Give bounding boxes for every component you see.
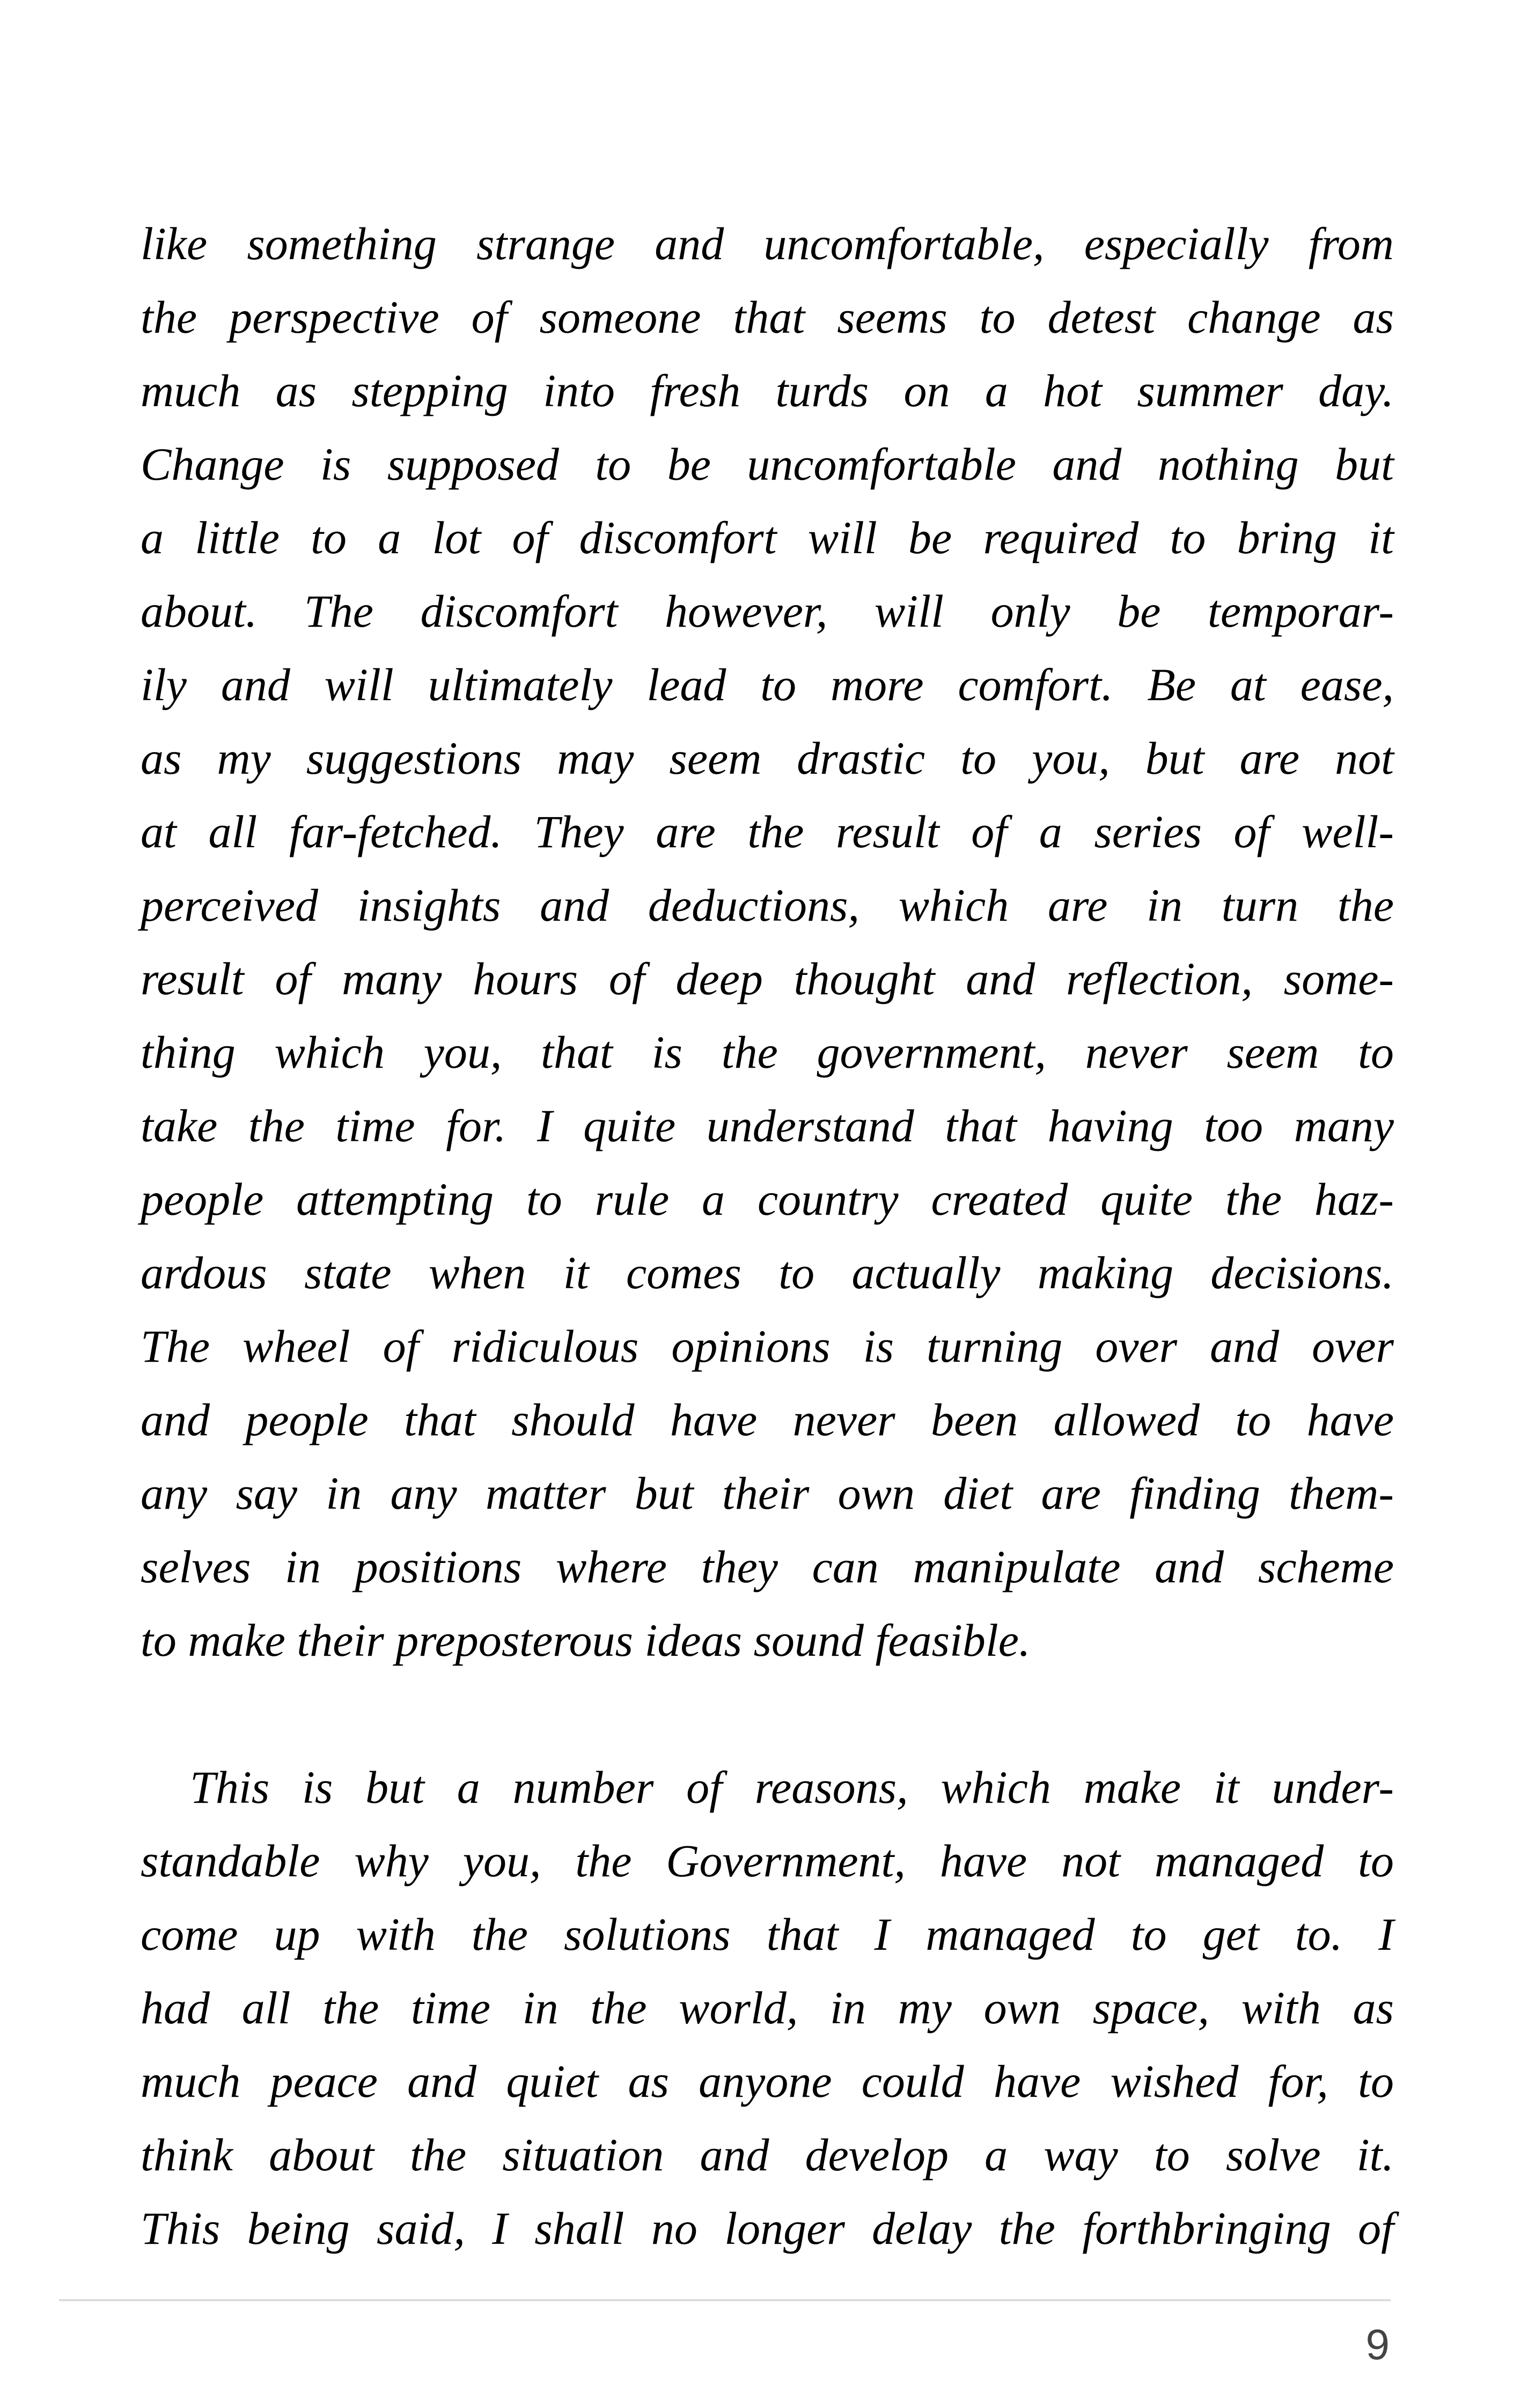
text-column — [141, 207, 1394, 2265]
text-line: result of many hours of deep thought and reflection, some- — [141, 953, 1394, 1004]
paragraph — [141, 1751, 1394, 2265]
page-number: 9 — [1365, 2321, 1390, 2368]
text-line: people attempting to rule a country created quite the haz- — [141, 1173, 1394, 1225]
text-line: much as stepping into fresh turds on a hot summer day. — [141, 365, 1394, 416]
text-line: The wheel of ridiculous opinions is turning over and over — [141, 1320, 1394, 1372]
text-line: This being said, I shall no longer delay the forthbringing of — [141, 2203, 1394, 2254]
text-line: perceived insights and deductions, which are in turn the — [141, 879, 1394, 931]
text-line: Change is supposed to be uncomfortable and nothing but — [141, 438, 1394, 490]
text-line: about. The discomfort however, will only be temporar- — [141, 585, 1394, 637]
text-line: thing which you, that is the government, never seem to — [141, 1026, 1394, 1078]
text-line: ily and will ultimately lead to more comfort. Be at ease, — [141, 659, 1394, 710]
text-line: the perspective of someone that seems to detest change as — [141, 291, 1394, 343]
text-line: take the time for. I quite understand that having too many — [141, 1100, 1394, 1151]
text-line: to make their preposterous ideas sound feasible. — [141, 1614, 1031, 1666]
text-line: a little to a lot of discomfort will be required to bring it — [141, 512, 1394, 563]
text-line: and people that should have never been allowed to have — [141, 1394, 1394, 1445]
text-line: had all the time in the world, in my own space, with as — [141, 1982, 1394, 2033]
text-line: selves in positions where they can manipulate and scheme — [141, 1541, 1394, 1592]
text-line: as my suggestions may seem drastic to you, but are not — [141, 732, 1394, 784]
text-line: like something strange and uncomfortable, especially from — [141, 218, 1394, 269]
text-line: This is but a number of reasons, which make it under- — [190, 1761, 1394, 1813]
text-line: come up with the solutions that I managed to get to. I — [141, 1908, 1394, 1960]
text-line: at all far-fetched. They are the result of a series of well- — [141, 806, 1394, 857]
text-line: think about the situation and develop a way to solve it. — [141, 2129, 1394, 2181]
text-line: any say in any matter but their own diet are finding them- — [141, 1467, 1394, 1519]
text-line: standable why you, the Government, have not managed to — [141, 1835, 1394, 1886]
paragraph — [141, 207, 1394, 1677]
text-line: ardous state when it comes to actually making decisions. — [141, 1247, 1394, 1298]
footer-rule — [59, 2299, 1391, 2301]
text-line: much peace and quiet as anyone could have wished for, to — [141, 2055, 1394, 2107]
